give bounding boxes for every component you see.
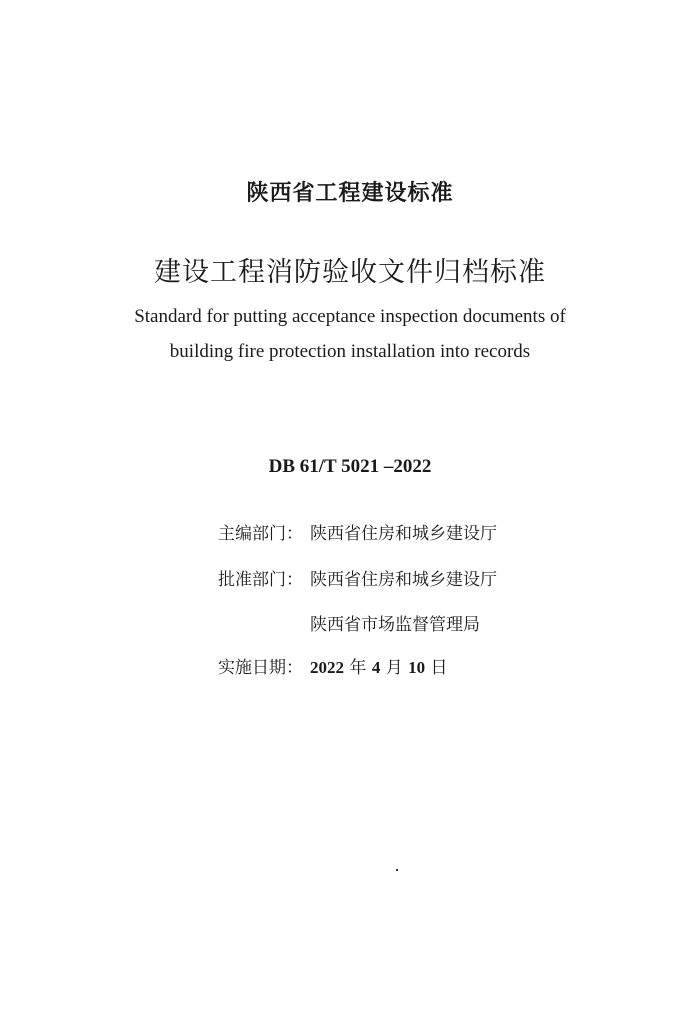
effective-date-row <box>218 653 448 678</box>
effective-month-unit: 月 <box>380 658 409 678</box>
series-title: 陕西省工程建设标准 <box>246 181 454 206</box>
main-title: 建设工程消防验收文件归档标准 <box>154 257 546 288</box>
editor-label: 主编部门： <box>218 524 303 544</box>
approver-row-2 <box>218 610 480 635</box>
english-title-line-2: building fire protection installation into records <box>169 341 531 362</box>
effective-day: 10 <box>408 658 426 677</box>
effective-year-unit: 年 <box>344 658 372 678</box>
editor-value: 陕西省住房和城乡建设厅 <box>310 524 497 544</box>
approver-value-2: 陕西省市场监督管理局 <box>310 615 480 635</box>
editor-row <box>218 519 497 544</box>
english-title-line-1: Standard for putting acceptance inspection documents of <box>134 306 566 327</box>
effective-month: 4 <box>371 658 381 677</box>
effective-day-unit: 日 <box>425 658 448 678</box>
approver-label: 批准部门： <box>218 570 303 590</box>
effective-label: 实施日期： <box>218 658 303 678</box>
approver-row <box>218 565 497 590</box>
standard-code: DB 61/T 5021 –2022 <box>268 456 432 477</box>
effective-year: 2022 <box>310 658 344 677</box>
approver-value-1: 陕西省住房和城乡建设厅 <box>310 570 497 590</box>
page-dot-mark <box>396 869 398 871</box>
